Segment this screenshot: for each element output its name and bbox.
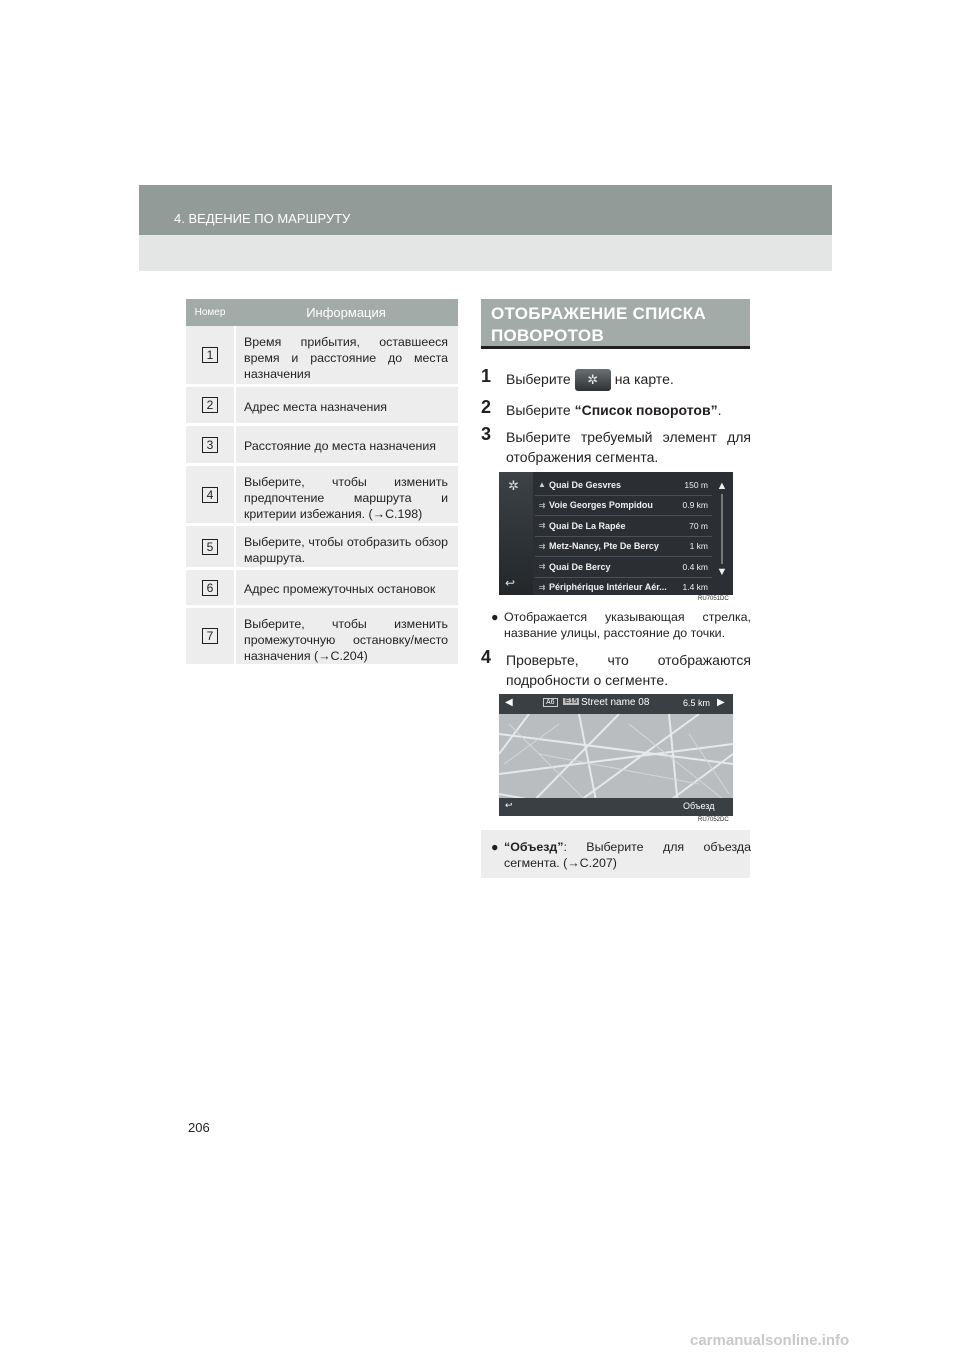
back-icon[interactable]: ↩: [505, 576, 516, 590]
bullet-text: Отображается указывающая стрелка, название улицы, расстояние до точки.: [504, 610, 751, 640]
turn-icon: ⇉: [538, 582, 546, 592]
prev-segment-icon[interactable]: ◀: [505, 697, 513, 708]
list-item[interactable]: ⇉ Metz-Nancy, Pte De Bercy 1 km: [535, 537, 712, 558]
image-caption: RU7051DC: [698, 596, 729, 602]
step-text: на карте.: [614, 371, 674, 387]
street-name: Street name 08: [581, 697, 650, 708]
side-panel: [499, 472, 533, 595]
gear-icon[interactable]: ✲: [508, 478, 519, 493]
table-row: [186, 570, 458, 608]
next-segment-icon[interactable]: ▶: [717, 697, 725, 708]
turn-icon: ⇉: [538, 500, 546, 510]
back-icon[interactable]: ↩: [505, 800, 513, 810]
arrow-icon: ▲: [538, 480, 546, 490]
row-number: 1: [202, 347, 218, 363]
list-item[interactable]: ⇉ Voie Georges Pompidou 0.9 km: [535, 496, 712, 517]
bullet-text: : Выберите для объезда сегмента. (→С.207): [504, 840, 751, 870]
table-row: [186, 608, 458, 667]
table-row: [186, 387, 458, 426]
step-number: 2: [481, 397, 492, 417]
step-3: [481, 424, 751, 467]
step-text: Выберите: [506, 402, 571, 418]
step-1: [481, 366, 751, 391]
col-info-header: Информация: [306, 305, 386, 320]
bullet-dot: ●: [491, 610, 499, 624]
table-row: [186, 526, 458, 570]
row-number: 7: [202, 628, 218, 644]
gear-icon[interactable]: ✲: [575, 369, 611, 391]
turn-icon: ⇉: [538, 521, 546, 531]
turn-list-label: “Список поворотов”: [574, 402, 718, 418]
step-number: 1: [481, 366, 492, 386]
row-text: Выберите, чтобы отобразить обзор маршрута.: [244, 535, 448, 565]
road-badge: A6: [543, 698, 558, 707]
list-item[interactable]: ⇉ Quai De Bercy 0.4 km: [535, 557, 712, 578]
list-item[interactable]: ▲ Quai De Gesvres 150 m: [535, 475, 712, 496]
row-number: 5: [202, 539, 218, 555]
step-text: Выберите требуемый элемент для отображения сегмента.: [506, 429, 751, 465]
row-text: Выберите, чтобы изменить промежуточную остановку/место назначения (→С.204): [244, 617, 448, 663]
scroll-down-icon[interactable]: ▼: [716, 566, 728, 578]
list-item[interactable]: ⇉ Quai De La Rapée 70 m: [535, 516, 712, 537]
row-number: 2: [202, 397, 218, 413]
step-number: 4: [481, 647, 492, 667]
table-row: [186, 466, 458, 526]
bullet-2: [491, 839, 751, 871]
section-heading: ОТОБРАЖЕНИЕ СПИСКА ПОВОРОТОВ: [481, 299, 750, 349]
table-row: [186, 426, 458, 466]
scrollbar[interactable]: [715, 480, 729, 590]
detour-label: “Объезд”: [504, 840, 564, 854]
col-num-header: Номер: [194, 307, 226, 318]
image-caption: RU7052DC: [698, 817, 729, 823]
row-number: 3: [202, 437, 218, 453]
footer-watermark[interactable]: carmanualsonline.info: [690, 1332, 850, 1349]
row-text: Выберите, чтобы изменить предпочтение маршрута и критерии избежания. (→С.198): [244, 475, 448, 521]
row-text: Время прибытия, оставшееся время и расстояние до места назначения: [244, 335, 448, 381]
segment-bar: [499, 694, 733, 714]
row-text: Адрес промежуточных остановок: [244, 582, 436, 596]
road-badge: E15: [565, 698, 578, 705]
header-band: [139, 185, 832, 235]
turn-list: [535, 475, 712, 595]
header-subband: [139, 235, 832, 271]
table-header: [186, 299, 458, 326]
step-number: 3: [481, 424, 492, 444]
segment-detail-screenshot: [499, 694, 733, 816]
turn-icon: ⇉: [538, 541, 546, 551]
bullet-1: [491, 609, 751, 641]
list-item[interactable]: ⇉ Périphérique Intérieur Aér... 1.4 km: [535, 578, 712, 596]
bottom-bar: [499, 798, 733, 816]
row-number: 6: [202, 580, 218, 596]
row-text: Адрес места назначения: [244, 400, 387, 414]
row-number: 4: [202, 487, 218, 503]
step-2: 2 Выберите “Список поворотов”.: [481, 397, 722, 418]
step-text: Проверьте, что отображаются подробности о сегменте.: [506, 652, 751, 688]
bullet-dot: ●: [491, 840, 499, 854]
info-table: [186, 299, 458, 667]
page-number: 206: [188, 1120, 210, 1135]
segment-distance: 6.5 km: [683, 698, 711, 708]
turn-list-screenshot: [499, 472, 733, 595]
detour-button[interactable]: Объезд: [683, 801, 715, 811]
section-label: 4. ВЕДЕНИЕ ПО МАРШРУТУ: [174, 211, 351, 226]
turn-icon: ⇉: [538, 562, 546, 572]
step-text: Выберите: [506, 371, 571, 387]
row-text: Расстояние до места назначения: [244, 439, 436, 453]
step-4: [481, 647, 751, 690]
table-row: [186, 326, 458, 387]
scroll-up-icon[interactable]: ▲: [716, 480, 728, 492]
